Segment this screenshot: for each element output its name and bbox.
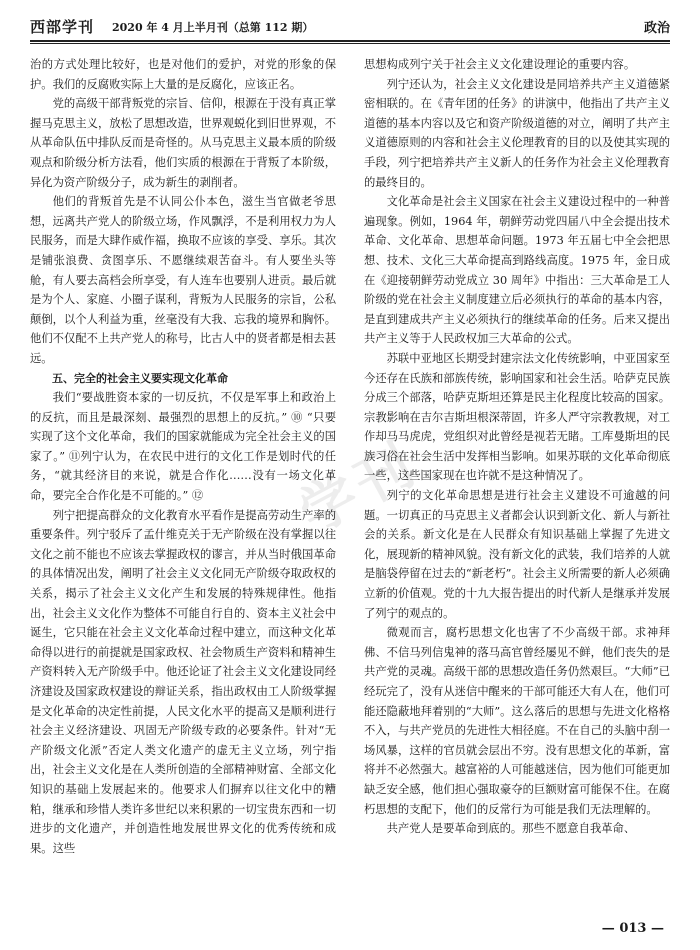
paragraph: 列宁把提高群众的文化教育水平看作是提高劳动生产率的重要条件。列宁驳斥了孟什维克关于无产阶级在没有掌握以往文化之前不能也不应该去掌握政权的谬言，并从当时俄国革命的具体情况出发，阐明了社会主义文化同无产阶级夺取政权的关系，揭示了社会主义文化产生和发展的特殊规律性。他指出，社会主义文化作为整体不可能自行自的、资本主义社会中诞生，它只能在社会主义文化革命过程中建立，而这种文化革命得以进行的前提就是国家政权、社会物质生产资料和精神生产资料转入无产阶级手中。他还论证了社会主义文化建设同经济建设及国家政权建设的辩证关系，指出政权由工人阶级掌握是文化革命的决定性前提，人民文化水平的提高又是顺利进行社会主义经济建设、巩固无产阶级专政的必要条件。针对“无产阶级文化派”否定人类文化遗产的虚无主义立场，列宁指出，社会主义文化是在人类所创造的全部精神财富、全部文化知识的基础上发展起来的。他要求人们摒弃以往文化中的糟粕，继承和珍惜人类许多世纪以来积累的一切宝贵东西和一切进步的文化遗产，并创造性地发展世界文化的优秀传统和成果。这些: [30, 508, 336, 855]
paragraph: 治的方式处理比较好，也是对他们的爱护，对党的形象的保护。我们的反腐败实际上大量的是反腐化，应该正名。: [30, 58, 336, 91]
page-header: [30, 14, 670, 40]
paragraph: 微观而言，腐朽思想文化也害了不少高级干部。求神拜佛、不信马列信鬼神的落马高官曾经屡见不鲜，他们丧失的是共产党的灵魂。高级干部的思想改造任务仍然艰巨。“大师”已经玩完了，没有从迷信中醒来的干部可能还大有人在，他们可能还隐蔽地拜着别的“大师”。这么落后的思想与先进文化格格不入，与共产党员的先进性大相径庭。不在自己的头脑中刮一场风暴，这样的官员就会层出不穷。没有思想文化的革新，富将并不必然强大。越富裕的人可能越迷信，因为他们可能更加缺乏安全感，他们担心强取豪夺的巨额财富可能保不住。在腐朽思想的支配下，他们的反常行为可能是我们无法理解的。: [364, 626, 670, 816]
issue-info: 2020 年 4 月上半月刊（总第 112 期）: [112, 21, 314, 34]
page-number: — 013 —: [601, 921, 664, 936]
paragraph: 他们的背叛首先是不认同公仆本色，滋生当官做老爷思想，远离共产党人的阶级立场，作风飘浮，不是利用权力为人民服务，而是大肆作威作福，换取不应该的享受、享乐。其次是铺张浪费、贪图享乐、不愿继续艰苦奋斗。有人要坐头等舱，有人要去高档会所享受，有人连车也要别人进贡。最后就是为个人、家庭、小圈子谋利，背叛为人民服务的宗旨，公私颠倒，以个人利益为重，丝毫没有大我、忘我的境界和胸怀。他们不仅配不上共产党人的称号，比古人中的贤者都是相去甚远。: [30, 195, 336, 365]
paragraph: 列宁的文化革命思想是进行社会主义建设不可逾越的问题。一切真正的马克思主义者都会认识到新文化、新人与新社会的关系。新文化是在人民群众有知识基础上掌握了先进文化，展现新的精神风貌。没有新文化的武装，我们培养的人就是脑袋停留在过去的“新老朽”。社会主义所需要的新人必须确立新的价值观。党的十九大报告提出的时代新人是继承并发展了列宁的观点的。: [364, 489, 670, 620]
header-rule-thin: [30, 43, 670, 44]
section-heading: 五、完全的社会主义要实现文化革命: [52, 371, 228, 385]
paragraph: 共产党人是要革命到底的。那些不愿意自我革命、: [386, 822, 636, 836]
paragraph: 思想构成列宁关于社会主义文化建设理论的重要内容。: [364, 58, 636, 71]
paragraph: 我们“要战胜资本家的一切反抗，不仅是军事上和政治上的反抗，而且是最深刻、最强烈的思想上的反抗。” ⑩ “只要实现了这个文化革命，我们的国家就能成为完全社会主义的国家了。” ⑪列宁认为，在农民中进行的文化工作是划时代的任务，“就其经济目的来说，就是合作化……没有一场文化革命，要完全合作化是不可能的。” ⑫: [30, 391, 336, 503]
journal-logo: 西部学刊: [30, 18, 95, 36]
header-rule: [30, 40, 670, 42]
paragraph: 苏联中亚地区长期受封建宗法文化传统影响，中亚国家至今还存在氏族和部族传统，影响国家和社会生活。哈萨克民族分成三个部落，哈萨克斯坦还算是民主化程度比较高的国家。宗教影响在吉尔吉斯坦根深蒂固，许多人严守宗教教规，对工作却马马虎虎，党组织对此曾经是视若无睹。工库曼斯坦的民族习俗在社会生活中发挥相当影响。如果苏联的文化革命彻底一些，这些国家现在也许就不是这种情况了。: [364, 351, 670, 483]
paragraph: 党的高级干部背叛党的宗旨、信仰，根源在于没有真正掌握马克思主义，放松了思想改造，世界观蜕化到旧世界观，不从革命队伍中排队反而是奇怪的。从马克思主义最本质的阶级观点和阶级分析方法看，他们实质的根源在于背叛了本阶级，异化为资产阶级分子，成为新生的剥削者。: [30, 97, 336, 189]
section-tag: 政治: [643, 21, 670, 36]
paragraph: 文化革命是社会主义国家在社会主义建设过程中的一种普遍现象。例如，1964 年，朝鲜劳动党四届八中全会提出技术革命、文化革命、思想革命问题。1973 年五届七中全会把思想、技术、文化三大革命提高到路线高度。1975 年，金日成在《迎接朝鲜劳动党成立 30 周年》中指出：三大革命是工人阶级的党在社会主义制度建立后必须执行的革命的基本内容，是直到建成共产主义必须执行的继续革命的任务。后来又提出共产主义等于人民政权加三大革命的公式。: [364, 195, 670, 346]
watermark: 学刊: [289, 430, 430, 547]
paragraph: 列宁还认为，社会主义文化建设是同培养共产主义道德紧密相联的。在《青年团的任务》的讲演中，他指出了共产主义道德的基本内容以及它和资产阶级道德的对立，阐明了共产主义道德原则的内容和社会主义伦理教育的目的以及使其实现的手段，列宁把培养共产主义新人的任务作为社会主义伦理教育的最终目的。: [364, 77, 670, 189]
